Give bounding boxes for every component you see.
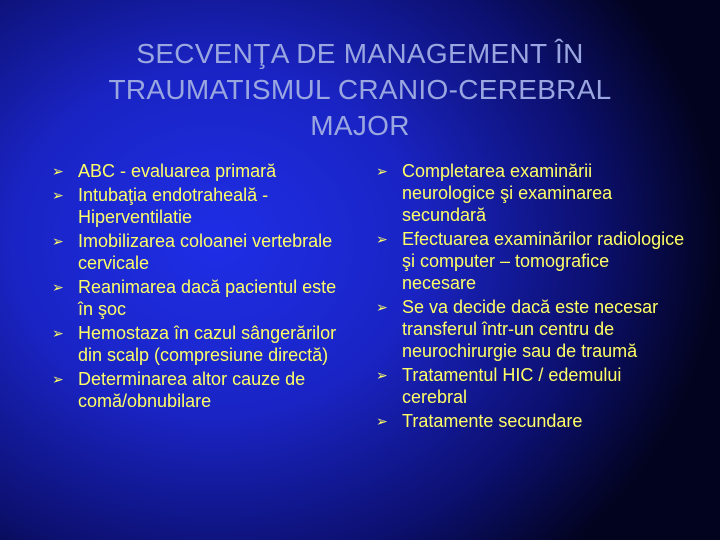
list-item <box>376 228 686 294</box>
arrowhead-bullet-icon: ➢ <box>376 163 388 179</box>
right-bullet-list <box>376 160 686 434</box>
list-item <box>376 410 686 432</box>
list-item-text: Reanimarea dacă pacientul este în şoc <box>78 277 337 319</box>
list-item-text: Intubaţia endotraheală - Hiperventilatie <box>78 185 269 227</box>
list-item <box>52 276 342 320</box>
arrowhead-bullet-icon: ➢ <box>52 187 64 203</box>
arrowhead-bullet-icon: ➢ <box>52 325 64 341</box>
list-item <box>376 364 686 408</box>
arrowhead-bullet-icon: ➢ <box>52 233 64 249</box>
arrowhead-bullet-icon: ➢ <box>52 163 64 179</box>
list-item-text: Imobilizarea coloanei vertebrale cervicale <box>78 231 333 273</box>
list-item-text: ABC - evaluarea primară <box>78 161 277 181</box>
arrowhead-bullet-icon: ➢ <box>52 279 64 295</box>
title-line-1: SECVENŢA DE MANAGEMENT ÎN <box>136 38 584 69</box>
arrowhead-bullet-icon: ➢ <box>376 413 388 429</box>
list-item-text: Tratamente secundare <box>402 411 583 431</box>
list-item <box>52 322 342 366</box>
list-item-text: Hemostaza în cazul sângerărilor din scalp (compresiune directă) <box>78 323 337 365</box>
arrowhead-bullet-icon: ➢ <box>376 367 388 383</box>
list-item <box>52 184 342 228</box>
list-item <box>52 160 342 182</box>
list-item-text: Determinarea altor cauze de comă/obnubilare <box>78 369 306 411</box>
arrowhead-bullet-icon: ➢ <box>376 299 388 315</box>
title-line-3: MAJOR <box>310 110 410 141</box>
slide-title <box>60 36 660 144</box>
list-item-text: Completarea examinării neurologice şi examinarea secundară <box>402 161 613 225</box>
title-line-2: TRAUMATISMUL CRANIO-CEREBRAL <box>108 74 612 105</box>
list-item <box>376 160 686 226</box>
list-item-text: Efectuarea examinărilor radiologice şi computer – tomografice necesare <box>402 229 685 293</box>
list-item-text: Tratamentul HIC / edemului cerebral <box>402 365 622 407</box>
arrowhead-bullet-icon: ➢ <box>376 231 388 247</box>
list-item <box>376 296 686 362</box>
list-item <box>52 368 342 412</box>
left-bullet-list <box>52 160 342 414</box>
list-item-text: Se va decide dacă este necesar transferul într-un centru de neurochirurgie sau de traumă <box>402 297 659 361</box>
arrowhead-bullet-icon: ➢ <box>52 371 64 387</box>
list-item <box>52 230 342 274</box>
